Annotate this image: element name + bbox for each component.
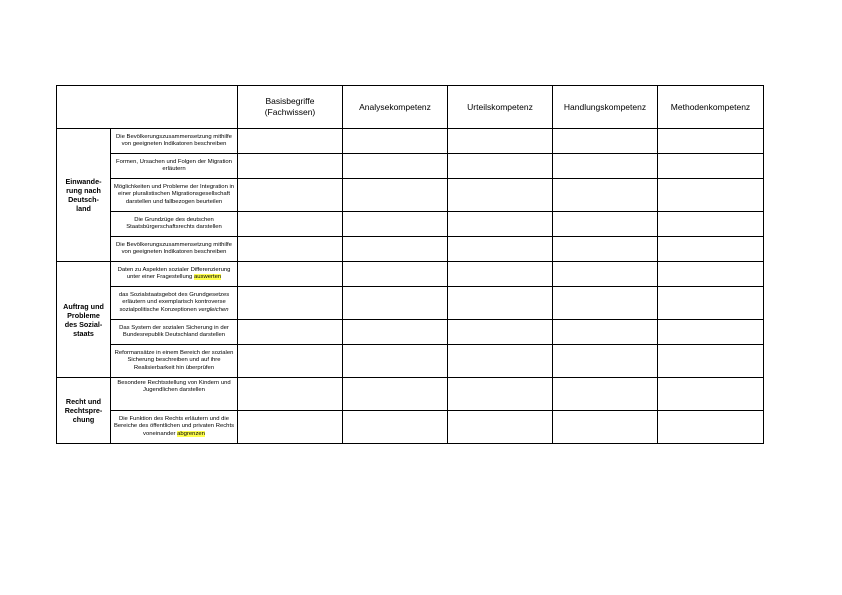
header-handlungskompetenz: Handlungskompetenz [553,86,658,129]
table-row [57,179,764,212]
empty-cell [343,154,448,179]
empty-cell [448,345,553,378]
section-label: Recht und Rechtspre- chung [64,397,103,424]
topic-cell: Das System der sozialen Sicherung in der Bundesrepublik Deutschland darstellen [111,320,238,345]
empty-cell [553,237,658,262]
section-sozialstaat [57,262,111,378]
empty-cell [658,320,764,345]
topic-cell: das Sozialstaatsgebot des Grundgesetzes erläutern und exemplarisch kontroverse sozialpolitische Konzeptionen vergleichen [111,287,238,320]
empty-cell [238,378,343,411]
header-basisbegriffe-line1: Basisbegriffe [265,96,315,106]
empty-cell [343,378,448,411]
empty-cell [553,345,658,378]
empty-cell [448,129,553,154]
empty-cell [448,287,553,320]
empty-cell [553,154,658,179]
topic-cell: Die Grundzüge des deutschen Staatsbürgerschaftsrechts darstellen [111,212,238,237]
empty-cell [658,179,764,212]
topic-cell: Möglichkeiten und Probleme der Integration in einer pluralistischen Migrationsgesellschaft darstellen und fallbezogen beurteilen [111,179,238,212]
table-row [57,237,764,262]
header-basisbegriffe-line2: (Fachwissen) [264,107,316,117]
empty-cell [238,320,343,345]
empty-cell [658,237,764,262]
table-row [57,378,764,411]
topic-cell: Besondere Rechtsstellung von Kindern und Jugendlichen darstellen [111,378,238,411]
competency-table [56,85,764,444]
empty-cell [343,287,448,320]
empty-cell [238,411,343,444]
table-row [57,129,764,154]
topic-cell: Reformansätze in einem Bereich der sozialen Sicherung beschreiben und auf ihre Realisierbarkeit hin überprüfen [111,345,238,378]
empty-cell [658,378,764,411]
empty-cell [553,287,658,320]
topic-cell: Daten zu Aspekten sozialer Differenzierung unter einer Fragestellung auswerten [111,262,238,287]
empty-cell [343,129,448,154]
empty-cell [658,411,764,444]
table-row [57,262,764,287]
empty-cell [343,345,448,378]
empty-cell [238,179,343,212]
header-basisbegriffe [238,86,343,129]
table-row [57,320,764,345]
topic-cell: Die Bevölkerungszusammensetzung mithilfe von geeigneten Indikatoren beschreiben [111,237,238,262]
empty-cell [448,212,553,237]
corner-cell [57,86,238,129]
empty-cell [658,129,764,154]
table-row [57,345,764,378]
empty-cell [238,212,343,237]
empty-cell [448,378,553,411]
empty-cell [343,212,448,237]
empty-cell [553,129,658,154]
topic-cell: Die Bevölkerungszusammensetzung mithilfe von geeigneten Indikatoren beschreiben [111,129,238,154]
empty-cell [448,179,553,212]
empty-cell [553,411,658,444]
empty-cell [238,287,343,320]
highlighted-verb: auswerten [193,274,222,280]
empty-cell [238,345,343,378]
italic-verb: vergleichen [198,306,229,313]
topic-cell: Die Funktion des Rechts erläutern und die Bereiche des öffentlichen und privaten Rechts voneinander abgrenzen [111,411,238,444]
section-label: Einwande- rung nach Deutsch- land [65,177,102,213]
empty-cell [448,320,553,345]
header-analysekompetenz: Analysekompetenz [343,86,448,129]
topic-cell: Formen, Ursachen und Folgen der Migration erläutern [111,154,238,179]
empty-cell [658,345,764,378]
table-row [57,287,764,320]
header-urteilskompetenz: Urteilskompetenz [448,86,553,129]
table-row [57,212,764,237]
empty-cell [448,262,553,287]
empty-cell [238,237,343,262]
empty-cell [553,212,658,237]
highlighted-verb: abgrenzen [177,430,205,437]
empty-cell [238,262,343,287]
empty-cell [553,378,658,411]
empty-cell [448,237,553,262]
header-row [57,86,764,129]
header-methodenkompetenz: Methodenkompetenz [658,86,764,129]
section-einwanderung [57,129,111,262]
empty-cell [238,129,343,154]
empty-cell [658,287,764,320]
section-label: Auftrag und Probleme des Sozial- staats [63,301,104,338]
empty-cell [343,262,448,287]
empty-cell [343,411,448,444]
section-recht [57,378,111,444]
empty-cell [658,212,764,237]
empty-cell [343,237,448,262]
empty-cell [238,154,343,179]
empty-cell [343,320,448,345]
empty-cell [658,262,764,287]
empty-cell [658,154,764,179]
empty-cell [553,320,658,345]
table-row [57,411,764,444]
empty-cell [448,411,553,444]
empty-cell [553,262,658,287]
empty-cell [343,179,448,212]
table-row [57,154,764,179]
empty-cell [448,154,553,179]
empty-cell [553,179,658,212]
